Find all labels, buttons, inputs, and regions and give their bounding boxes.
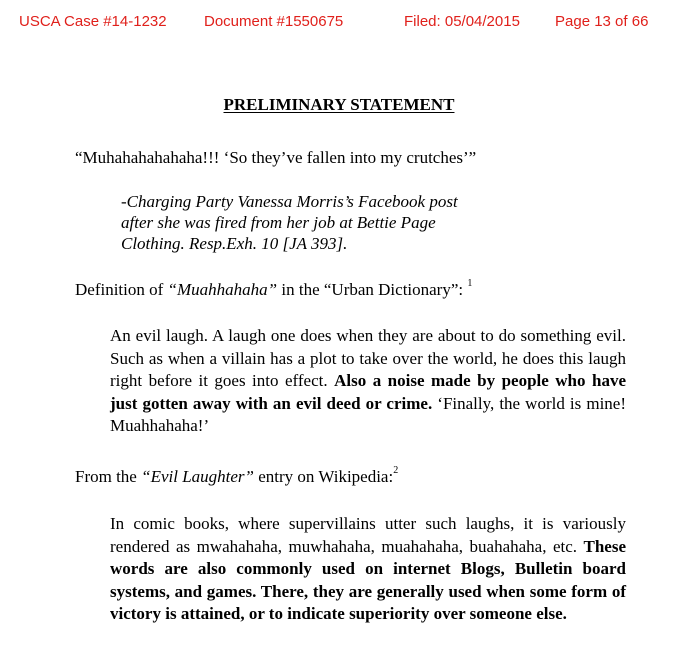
defined-term: “Muahhahaha” [167,280,278,299]
entry-title: “Evil Laughter” [141,467,254,486]
epigraph-attribution-line: Clothing. Resp.Exh. 10 [JA 393]. [121,234,348,253]
quote-emphasis: These words are also commonly used on internet Blogs, Bulletin board systems, and games. There, they are generally used when some form of victory is attained, or to indicate superiority over someone else. [110,536,626,624]
epigraph-attribution-line: after she was fired from her job at Bettie Page [121,213,436,232]
footnote-marker: 2 [393,465,399,477]
epigraph-attribution-line: -Charging Party Vanessa Morris’s Facebook post [121,192,458,211]
definition-block-quote [110,325,626,438]
epigraph-quote: “Muhahahahahaha!!! ‘So they’ve fallen into my crutches’” [75,148,477,167]
wikipedia-block-quote [110,513,626,626]
quote-emphasis: Also a noise made by people who have just gotten away with an evil deed or crime. [110,371,626,413]
footnote-marker: 1 [467,278,473,290]
quote-text: ‘Finally, the world is mine! Muahhahaha!’ [110,393,626,436]
intro-text: From the [75,467,142,486]
quote-text: In comic books, where supervillains utter such laughs, it is variously rendered as mwahahaha, muwhahaha, muahahaha, buahahaha, etc. [110,514,626,556]
filed-date: Filed: 05/04/2015 [404,13,520,30]
intro-text: entry on Wikipedia: [253,467,394,486]
intro-text: in the “Urban Dictionary”: [277,280,464,299]
intro-text: Definition of [75,280,168,299]
page-number: Page 13 of 66 [555,13,649,30]
quote-text: An evil laugh. A laugh one does when they are about to do something evil. Such as when a villain has a plot to take over the world, he does this laugh right before it goes into effect. [110,326,626,391]
section-title: PRELIMINARY STATEMENT [223,95,455,114]
wikipedia-intro [75,467,398,487]
case-number: USCA Case #14-1232 [19,13,167,30]
section-heading [0,95,678,115]
document-header [0,13,678,33]
definition-intro [75,280,472,300]
document-number: Document #1550675 [204,13,344,30]
